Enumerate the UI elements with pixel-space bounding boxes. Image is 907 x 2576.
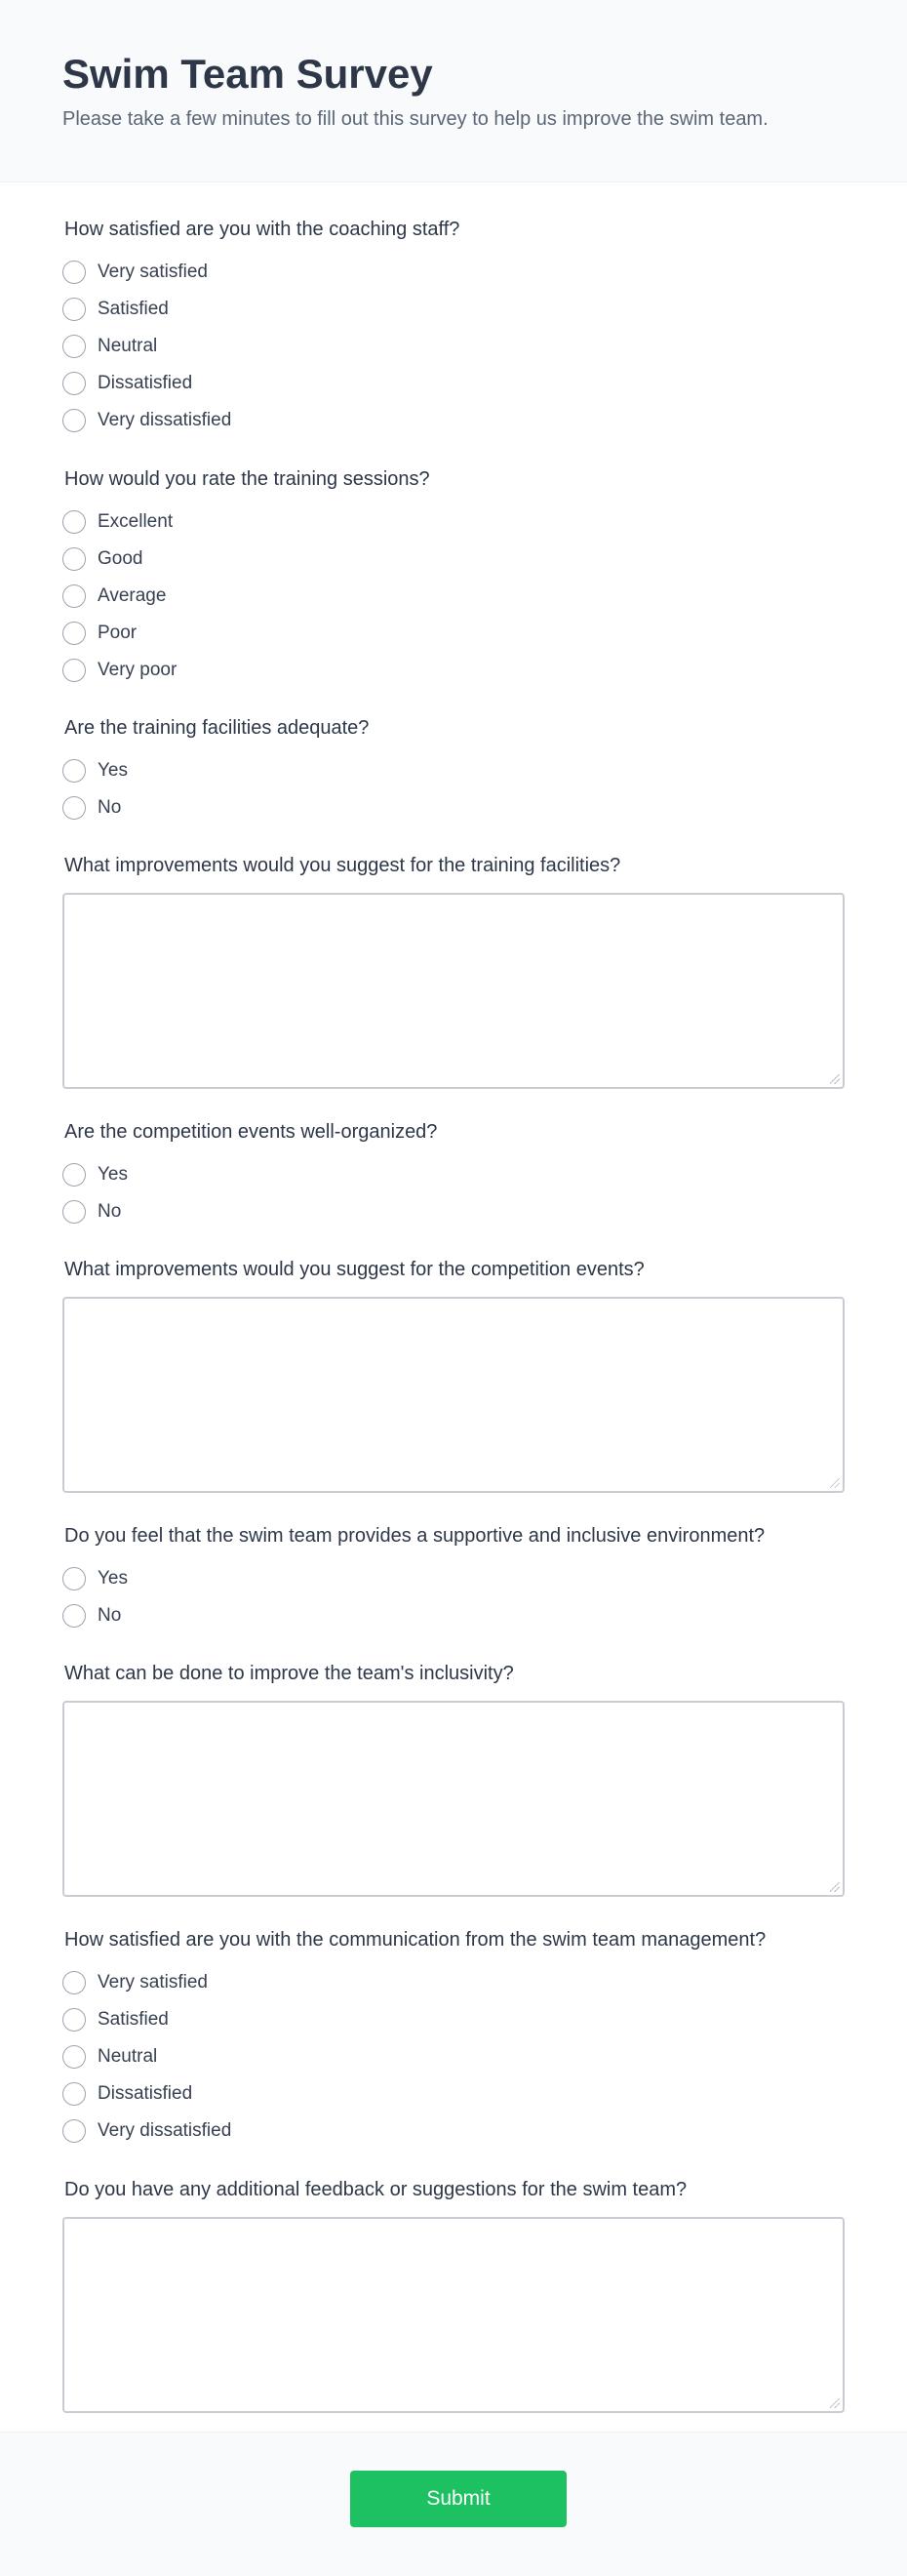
option-no[interactable] [62,789,845,826]
question-label: Are the competition events well-organized? [64,1121,438,1143]
radio-button[interactable] [62,1163,86,1187]
option-good[interactable] [62,541,845,578]
question-label: What can be done to improve the team's inclusivity? [64,1663,514,1684]
question-label: What improvements would you suggest for the training facilities? [64,855,621,876]
option-dissatisfied[interactable] [62,2075,845,2113]
option-label: No [98,1605,122,1626]
option-label: Very dissatisfied [98,2120,232,2141]
resize-handle[interactable] [830,1882,840,1892]
question-facilities-improvements [62,852,845,1089]
option-neutral[interactable] [62,328,845,365]
option-very-satisfied[interactable] [62,254,845,291]
option-yes[interactable] [62,1560,845,1597]
option-satisfied[interactable] [62,2001,845,2038]
option-label: Satisfied [98,2009,169,2030]
radio-button[interactable] [62,372,86,395]
option-label: Satisfied [98,299,169,319]
question-competition-organized [62,1118,845,1230]
resize-handle[interactable] [830,1074,840,1084]
radio-button[interactable] [62,659,86,682]
radio-button[interactable] [62,796,86,820]
question-label: How would you rate the training sessions? [64,468,430,490]
option-label: Average [98,585,167,606]
option-very-dissatisfied[interactable] [62,2113,845,2150]
question-label: Do you feel that the swim team provides a supportive and inclusive environment? [64,1525,766,1547]
radio-button[interactable] [62,2082,86,2106]
radio-button[interactable] [62,298,86,321]
survey-form [0,182,907,2432]
radio-button[interactable] [62,759,86,783]
option-label: Neutral [98,2046,158,2067]
resize-handle[interactable] [830,1478,840,1488]
radio-button[interactable] [62,1604,86,1628]
option-label: Very dissatisfied [98,410,232,430]
option-label: Very poor [98,660,177,680]
question-label: Are the training facilities adequate? [64,717,370,739]
page-title: Swim Team Survey [62,51,433,97]
radio-button[interactable] [62,1567,86,1590]
option-no[interactable] [62,1193,845,1230]
radio-button[interactable] [62,2045,86,2069]
question-label: Do you have any additional feedback or suggestions for the swim team? [64,2179,688,2200]
question-label: How satisfied are you with the communication from the swim team management? [64,1929,767,1951]
option-label: No [98,1201,122,1222]
radio-button[interactable] [62,1971,86,1994]
question-communication-satisfaction [62,1926,845,2150]
additional-feedback-textarea[interactable] [62,2217,845,2413]
option-label: Very satisfied [98,1972,208,1992]
form-footer [0,2432,907,2576]
option-label: Yes [98,1164,128,1185]
radio-button[interactable] [62,1200,86,1224]
option-very-satisfied[interactable] [62,1964,845,2001]
option-label: Poor [98,623,138,643]
radio-button[interactable] [62,547,86,571]
radio-button[interactable] [62,261,86,284]
competition-improvements-textarea[interactable] [62,1297,845,1493]
question-coaching-satisfaction [62,216,845,439]
option-label: No [98,797,122,818]
option-yes[interactable] [62,752,845,789]
page-subtitle: Please take a few minutes to fill out this survey to help us improve the swim team. [62,108,769,130]
option-label: Neutral [98,336,158,356]
option-label: Very satisfied [98,262,208,282]
option-label: Good [98,548,143,569]
inclusivity-improvements-textarea[interactable] [62,1701,845,1897]
question-inclusivity-improvements [62,1660,845,1897]
question-training-rating [62,465,845,689]
option-label: Yes [98,760,128,781]
option-poor[interactable] [62,615,845,652]
option-label: Excellent [98,511,174,532]
radio-button[interactable] [62,2119,86,2143]
option-neutral[interactable] [62,2038,845,2075]
radio-button[interactable] [62,510,86,534]
radio-button[interactable] [62,2008,86,2032]
survey-header [0,0,907,182]
option-yes[interactable] [62,1156,845,1193]
question-facilities-adequate [62,714,845,826]
option-label: Dissatisfied [98,2083,193,2104]
question-label: What improvements would you suggest for the competition events? [64,1259,645,1280]
option-label: Yes [98,1568,128,1589]
radio-button[interactable] [62,409,86,432]
question-inclusive-environment [62,1522,845,1634]
question-label: How satisfied are you with the coaching staff? [64,219,460,240]
radio-button[interactable] [62,584,86,608]
option-dissatisfied[interactable] [62,365,845,402]
question-competition-improvements [62,1256,845,1493]
resize-handle[interactable] [830,2398,840,2408]
option-satisfied[interactable] [62,291,845,328]
question-additional-feedback [62,2176,845,2413]
option-very-poor[interactable] [62,652,845,689]
option-label: Dissatisfied [98,373,193,393]
radio-button[interactable] [62,622,86,645]
option-no[interactable] [62,1597,845,1634]
option-very-dissatisfied[interactable] [62,402,845,439]
radio-button[interactable] [62,335,86,358]
option-excellent[interactable] [62,503,845,541]
submit-button[interactable]: Submit [350,2471,567,2527]
facilities-improvements-textarea[interactable] [62,893,845,1089]
option-average[interactable] [62,578,845,615]
